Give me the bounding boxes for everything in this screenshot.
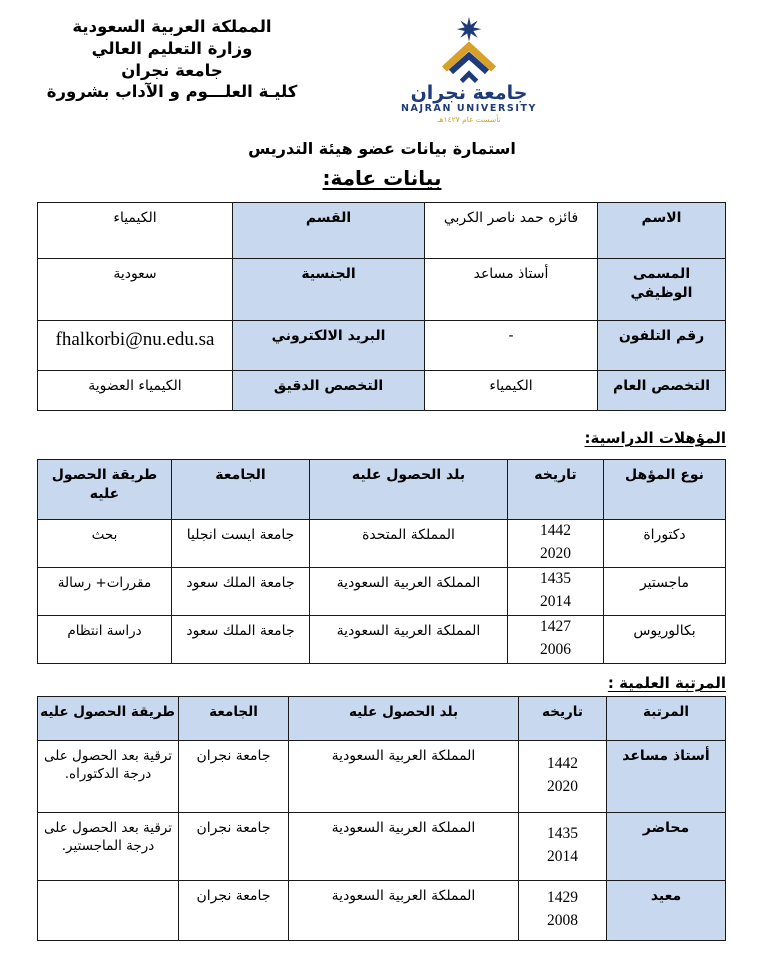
- department-value: الكيمياء: [38, 203, 233, 259]
- hijri-year: 1442: [547, 755, 578, 773]
- rank-method: ترقية بعد الحصول على درجة الماجستير.: [38, 813, 179, 881]
- country-header: بلد الحصول عليه: [310, 460, 508, 520]
- qualification-university: جامعة الملك سعود: [172, 616, 310, 664]
- country-header: بلد الحصول عليه: [289, 697, 519, 741]
- rank-university: جامعة نجران: [179, 881, 289, 941]
- qualification-type-header: نوع المؤهل: [604, 460, 726, 520]
- general-info-table: [37, 202, 726, 411]
- page-content: [38, 14, 726, 941]
- rank-name: معيد: [607, 881, 726, 941]
- date-header: تاريخه: [519, 697, 607, 741]
- rank-date: [519, 813, 607, 881]
- najran-university-logo: [394, 14, 544, 125]
- date-header: تاريخه: [508, 460, 604, 520]
- rank-date: [519, 881, 607, 941]
- hijri-year: 1427: [540, 618, 571, 636]
- gregorian-year: 2008: [547, 911, 578, 929]
- qualification-type: ماجستير: [604, 568, 726, 616]
- rank-country: المملكة العربية السعودية: [289, 813, 519, 881]
- table-row: [38, 520, 726, 568]
- gregorian-year: 2020: [547, 777, 578, 795]
- job-title-label: المسمى الوظيفي: [598, 259, 726, 321]
- academic-rank-table: [37, 696, 726, 941]
- rank-country: المملكة العربية السعودية: [289, 881, 519, 941]
- table-row: [38, 371, 726, 411]
- org-line-college: كليـة العلـــوم و الآداب بشرورة: [46, 82, 298, 102]
- qualification-date: [508, 568, 604, 616]
- general-specialty-label: التخصص العام: [598, 371, 726, 411]
- university-emblem-icon: [410, 14, 528, 88]
- rank-university: جامعة نجران: [179, 741, 289, 813]
- org-line-country: المملكة العربية السعودية: [72, 17, 272, 36]
- hijri-year: 1435: [547, 825, 578, 843]
- rank-method: ترقية بعد الحصول على درجة الدكتوراه.: [38, 741, 179, 813]
- qualification-method: بحث: [38, 520, 172, 568]
- qualification-method: دراسة انتظام: [38, 616, 172, 664]
- gregorian-year: 2014: [547, 847, 578, 865]
- gregorian-year: 2006: [540, 640, 571, 658]
- rank-header: المرتبة: [607, 697, 726, 741]
- star-icon: [457, 17, 482, 42]
- rank-university: جامعة نجران: [179, 813, 289, 881]
- qualification-university: جامعة الملك سعود: [172, 568, 310, 616]
- rank-country: المملكة العربية السعودية: [289, 741, 519, 813]
- org-line-ministry: وزارة التعليم العالي: [91, 38, 253, 58]
- method-header: طريقة الحصول عليه: [38, 697, 179, 741]
- table-row: [38, 259, 726, 321]
- qualification-method: مقررات+ رسالة: [38, 568, 172, 616]
- qualification-type: دكتوراة: [604, 520, 726, 568]
- small-chevron-icon: [461, 74, 476, 82]
- nationality-value: سعودية: [38, 259, 233, 321]
- department-label: القسم: [233, 203, 425, 259]
- form-title: استمارة بيانات عضو هيئة التدريس: [248, 139, 516, 158]
- organization-lines: [4, 16, 340, 103]
- phone-label: رقم التلفون: [598, 321, 726, 371]
- minor-specialty-value: الكيمياء العضوية: [38, 371, 233, 411]
- table-row: [38, 203, 726, 259]
- qualification-date: [508, 520, 604, 568]
- minor-specialty-label: التخصص الدقيق: [233, 371, 425, 411]
- logo-arabic-name: جامعة نجران: [410, 82, 528, 104]
- hijri-year: 1435: [540, 570, 571, 588]
- logo-english-name: NAJRAN UNIVERSITY: [400, 103, 538, 114]
- table-row: [38, 813, 726, 881]
- qualification-type: بكالوريوس: [604, 616, 726, 664]
- table-row: [38, 568, 726, 616]
- qualifications-table: [37, 459, 726, 664]
- method-header: طريقة الحصول عليه: [38, 460, 172, 520]
- org-line-university: جامعة نجران: [121, 60, 223, 80]
- hijri-year: 1429: [547, 889, 578, 907]
- rank-section-title: المرتبة العلمية :: [607, 674, 726, 692]
- rank-name: أستاذ مساعد: [607, 741, 726, 813]
- name-value: فائزه حمد ناصر الكربي: [425, 203, 598, 259]
- logo-founded-text: تأسست عام ١٤٢٧هـ: [437, 115, 501, 125]
- faculty-data-form-page: [0, 14, 769, 962]
- table-header-row: [38, 460, 726, 520]
- table-row: [38, 881, 726, 941]
- rank-date: [519, 741, 607, 813]
- gregorian-year: 2014: [540, 592, 571, 610]
- qualification-country: المملكة العربية السعودية: [310, 616, 508, 664]
- document-header: [38, 14, 726, 125]
- general-data-section-title: بيانات عامة:: [322, 166, 442, 190]
- rank-name: محاضر: [607, 813, 726, 881]
- nationality-label: الجنسية: [233, 259, 425, 321]
- university-header: الجامعة: [179, 697, 289, 741]
- gregorian-year: 2020: [540, 544, 571, 562]
- qualification-country: المملكة المتحدة: [310, 520, 508, 568]
- hijri-year: 1442: [540, 522, 571, 540]
- qualification-date: [508, 616, 604, 664]
- name-label: الاسم: [598, 203, 726, 259]
- table-header-row: [38, 697, 726, 741]
- job-title-value: أستاذ مساعد: [425, 259, 598, 321]
- table-row: [38, 616, 726, 664]
- qualifications-section-title: المؤهلات الدراسية:: [584, 429, 726, 447]
- qualification-university: جامعة ايست انجليا: [172, 520, 310, 568]
- table-row: [38, 741, 726, 813]
- qualification-country: المملكة العربية السعودية: [310, 568, 508, 616]
- table-row: [38, 321, 726, 371]
- rank-method: [38, 881, 179, 941]
- general-specialty-value: الكيمياء: [425, 371, 598, 411]
- email-label: البريد الالكتروني: [233, 321, 425, 371]
- phone-value: -: [425, 321, 598, 371]
- university-header: الجامعة: [172, 460, 310, 520]
- email-value: fhalkorbi@nu.edu.sa: [38, 321, 233, 371]
